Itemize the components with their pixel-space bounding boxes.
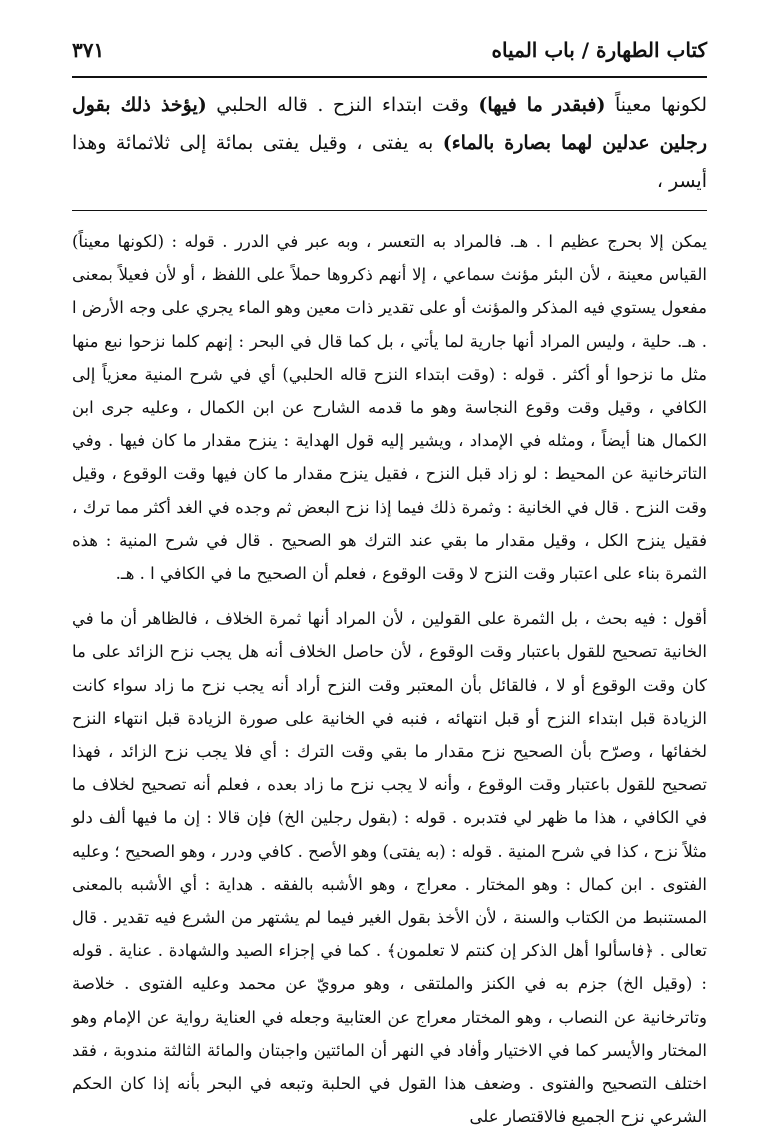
main-text-segment: به يفتى ، وقيل يفتى بمائة إلى ثلاثمائة وهذا أيسر ، [72, 132, 707, 192]
main-text-segment: وقت ابتداء النزح . قاله الحلبي [206, 94, 479, 116]
running-title: كتاب الطهارة / باب المياه [491, 38, 707, 62]
main-text-bold-segment: (يؤخذ ذلك بقول رجلين عدلين لهما بصارة بالماء) [72, 94, 707, 154]
commentary-block [72, 225, 707, 1133]
main-text-paragraph [72, 86, 707, 200]
commentary-paragraph-1: يمكن إلا بحرج عظيم ا . هـ. فالمراد به التعسر ، وبه عبر في الدرر . قوله : (لكونها معيناً) القياس معينة ، لأن البئر مؤنث سماعي ، إلا أنهم ذكروها حملاً على اللفظ ، أو لأن فعيلاً بمعنى مفعول يستوي فيه المذكر والمؤنث أو على تقدير ذات معين وهو الماء يجري على وجه الأرض ا . هـ. حلية ، وليس المراد أنها جارية لما يأتي ، بل كما قال في البحر : إنهم كلما نزحوا نبع منها مثل ما نزحوا أو أكثر . قوله : (وقت ابتداء النزح قاله الحلبي) أي في شرح المنية معزياً إلى الكافي ، وقيل وقت وقوع النجاسة وهو ما قدمه الشارح عن ابن الكمال ، وعليه جرى ابن الكمال هنا أيضاً ، ومثله في الإمداد ، ويشير إليه قول الهداية : ينزح مقدار ما كان فيها . وفي التاترخانية عن المحيط : لو زاد قبل النزح ، فقيل ينزح مقدار ما كان فيها وقت الوقوع ، وقيل وقت النزح . قال في الخانية : وثمرة ذلك فيما إذا نزح البعض ثم وجده في الغد أكثر مما ترك ، فقيل ينزح الكل ، وقيل مقدار ما بقي عند الترك هو الصحيح . قال في شرح المنية : هذه الثمرة بناء على اعتبار وقت النزح لا وقت الوقوع ، فعلم أن الصحيح ما في الكافي ا . هـ. [72, 232, 707, 584]
page-header [72, 38, 707, 78]
page-number: ٣٧١ [72, 38, 105, 62]
main-text-segment: لكونها معيناً [605, 94, 707, 116]
main-text-block [72, 86, 707, 211]
main-text-bold-segment: (فبقدر ما فيها) [478, 94, 606, 116]
commentary-paragraph-2: أقول : فيه بحث ، بل الثمرة على القولين ، لأن المراد أنها ثمرة الخلاف ، فالظاهر أن ما في الخانية تصحيح للقول باعتبار وقت الوقوع ، لأن حاصل الخلاف أنه هل يجب نزح الزائد على ما كان وقت الوقوع أو لا ، فالقائل بأن المعتبر وقت النزح أراد أنه يجب نزح ما زاد سواء كانت الزيادة قبل ابتداء النزح أو قبل انتهائه ، فنبه في الخانية على صورة الزيادة قبل انتهاء النزح لخفائها ، وصرّح بأن الصحيح نزح مقدار ما بقي وقت الترك : أي فلا يجب نزح الزائد ، فهذا تصحيح للقول باعتبار وقت الوقوع ، وأنه لا يجب نزح ما زاد بعده ، فعلم أنه تصحيح لخلاف ما في الكافي ، هذا ما ظهر لي فتدبره . قوله : (بقول رجلين الخ) فإن قالا : إن ما فيها ألف دلو مثلاً نزح ، كذا في شرح المنية . قوله : (به يفتى) وهو الأصح . كافي ودرر ، وهو الصحيح ؛ وعليه الفتوى . ابن كمال : وهو المختار . معراج ، وهو الأشبه بالفقه . هداية : أي الأشبه بالمعنى المستنبط من الكتاب والسنة ، لأن الأخذ بقول الغير فيما لم يشتهر من الشرع فيه تقدير . قال تعالى . ﴿فاسألوا أهل الذكر إن كنتم لا تعلمون﴾ . كما في إجزاء الصيد والشهادة . عناية . قوله : (وقيل الخ) جزم به في الكنز والملتقى ، وهو مرويّ عن محمد وعليه الفتوى . خلاصة وتاترخانية عن النصاب ، وهو المختار معراج عن العتابية وجعله في العناية رواية عن الإمام وهو المختار والأيسر كما في الاختيار وأفاد في النهر أن المائتين واجبتان والمائة الثالثة مندوبة ، فقد اختلف التصحيح والفتوى . وضعف هذا القول في الحلبة وتبعه في البحر بأنه إذا كان الحكم الشرعي نزح الجميع فالاقتصار على [72, 609, 707, 1127]
